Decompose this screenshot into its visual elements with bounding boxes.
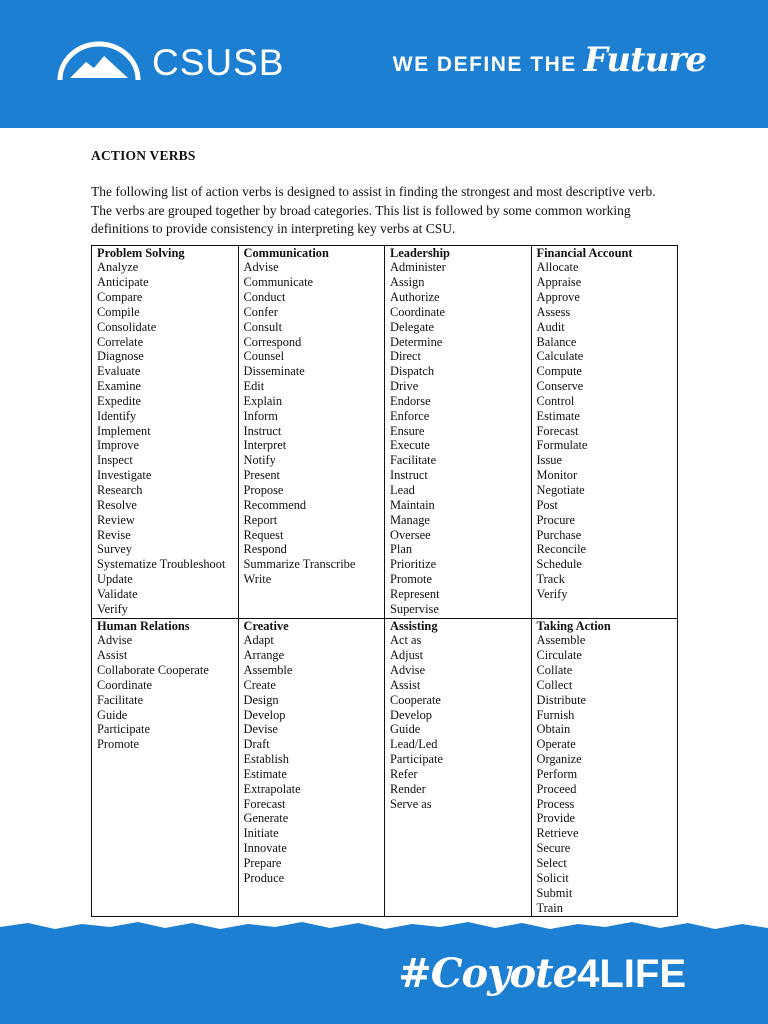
category-heading: Leadership [390, 245, 450, 260]
verb-item: Advise [390, 663, 426, 678]
category-cell [385, 245, 532, 618]
verb-item: Implement [97, 423, 151, 438]
category-heading: Creative [243, 618, 289, 633]
verb-item: Compute [536, 364, 582, 379]
category-cell [92, 245, 239, 618]
verb-item: Respond [243, 542, 287, 557]
verb-item: Improve [97, 438, 139, 453]
tagline-main: WE DEFINE THE [392, 53, 577, 76]
verb-item: Drive [390, 379, 419, 394]
category-cell [238, 618, 385, 916]
verb-item: Furnish [536, 707, 575, 722]
mountain-arch-icon [56, 40, 142, 84]
verb-item: Promote [97, 737, 139, 752]
verb-item: Submit [536, 885, 573, 900]
verb-item: Survey [97, 542, 133, 557]
verb-item: Cooperate [390, 692, 441, 707]
verb-item: Advise [97, 633, 133, 648]
verb-item: Approve [536, 290, 580, 305]
verb-item: Inspect [97, 453, 133, 468]
verb-item: Confer [243, 304, 278, 319]
verb-item: Report [243, 512, 278, 527]
verb-item: Revise [97, 527, 131, 542]
verb-item: Lead [390, 483, 415, 497]
verb-item: Communicate [243, 275, 314, 290]
verb-item: Act as [390, 633, 422, 648]
verb-item: Refer [390, 766, 418, 781]
verb-item: Calculate [536, 349, 584, 364]
category-heading: Communication [243, 245, 329, 260]
verb-item: Schedule [536, 557, 582, 572]
verb-item: Collate [536, 663, 573, 678]
verb-item: Identify [97, 408, 137, 423]
verb-item: Delegate [390, 319, 435, 334]
verb-item: Secure [536, 841, 571, 856]
verb-item: Adapt [243, 633, 274, 648]
hashtag-script: #Coyote [398, 950, 578, 997]
verb-item: Counsel [243, 349, 285, 364]
verb-item: Perform [536, 766, 578, 781]
category-heading: Problem Solving [97, 245, 185, 260]
verb-item: Update [97, 572, 133, 587]
verb-item: Correlate [97, 334, 144, 349]
verb-item: Circulate [536, 648, 582, 663]
verb-item: Represent [390, 586, 440, 601]
intro-paragraph: The following list of action verbs is designed to assist in finding the strongest and most descriptive verb. The verbs are grouped together by broad categories. This list is followed by some common working definitions to provide consistency in interpreting key verbs at CSU. [91, 184, 656, 236]
verb-item: Plan [390, 542, 413, 557]
verb-item: Post [536, 497, 558, 512]
verb-item: Provide [536, 811, 576, 826]
verb-item: Enforce [390, 408, 430, 423]
verb-item: Facilitate [97, 692, 144, 707]
verb-item: Procure [536, 512, 576, 527]
verb-item: Draft [243, 737, 270, 752]
verb-item: Authorize [390, 290, 440, 305]
verb-item: Expedite [97, 393, 142, 408]
verb-item: Formulate [536, 438, 588, 453]
verb-item: Instruct [243, 423, 282, 438]
category-cell [385, 618, 532, 916]
torn-edge-top [0, 110, 768, 136]
category-cell [531, 618, 678, 916]
verb-item: Consolidate [97, 319, 157, 334]
verb-item: Establish [243, 752, 289, 767]
verb-item: Collaborate Cooperate [97, 663, 209, 678]
verb-item: Assist [97, 648, 128, 663]
verb-item: Advise [243, 260, 279, 275]
verb-item: Assemble [243, 663, 293, 678]
verb-item: Train [536, 900, 563, 915]
verb-item: Balance [536, 334, 577, 349]
table-row [92, 618, 678, 916]
verb-item: Execute [390, 438, 430, 453]
verb-item: Explain [243, 393, 283, 408]
verb-item: Lead/Led [390, 737, 438, 752]
tagline-script: Future [583, 40, 706, 80]
verb-item: Compare [97, 290, 143, 305]
verb-item: Create [243, 677, 276, 692]
verb-item: Forecast [536, 423, 579, 438]
verb-item: Diagnose [97, 349, 144, 364]
verb-item: Ensure [390, 423, 425, 438]
verb-item: Present [243, 468, 280, 483]
verb-item: Retrieve [536, 826, 579, 841]
verb-item: Develop [243, 707, 286, 722]
verb-item: Anticipate [97, 275, 149, 290]
footer-hashtag [398, 950, 686, 997]
verb-item: Adjust [390, 648, 424, 663]
verb-item: Analyze [97, 260, 139, 275]
page-title: ACTION VERBS [91, 148, 196, 163]
verb-item: Forecast [243, 796, 286, 811]
verb-item: Design [243, 692, 279, 707]
verb-item: Collect [536, 677, 573, 692]
verb-item: Organize [536, 752, 582, 767]
verb-item: Verify [536, 586, 568, 601]
verb-item: Oversee [390, 527, 431, 542]
verb-item: Propose [243, 483, 284, 497]
verb-item: Instruct [390, 468, 428, 483]
verb-item: Monitor [536, 468, 578, 483]
verb-item: Arrange [243, 648, 285, 663]
verb-item: Examine [97, 379, 142, 394]
verb-item: Generate [243, 811, 289, 826]
verb-item: Estimate [243, 766, 287, 781]
category-heading: Human Relations [97, 618, 190, 633]
verb-item: Track [536, 572, 565, 587]
verb-item: Distribute [536, 692, 587, 707]
verb-item: Devise [243, 722, 278, 737]
verb-item: Produce [243, 870, 285, 885]
verb-item: Conduct [243, 290, 286, 305]
verb-item: Initiate [243, 826, 279, 841]
verb-item: Direct [390, 349, 421, 364]
verb-item: Inform [243, 408, 278, 423]
verb-item: Assign [390, 275, 425, 290]
verb-item: Process [536, 796, 575, 811]
verb-item: Investigate [97, 468, 152, 483]
verb-item: Assist [390, 677, 421, 692]
verb-item: Disseminate [243, 364, 305, 379]
verb-item: Compile [97, 304, 140, 319]
verb-item: Innovate [243, 841, 287, 856]
verb-item: Appraise [536, 275, 582, 290]
verb-item: Systematize Troubleshoot [97, 557, 226, 572]
category-heading: Financial Account [536, 245, 633, 260]
verb-item: Maintain [390, 497, 435, 512]
verb-item: Guide [97, 707, 128, 722]
verb-item: Guide [390, 722, 421, 737]
hashtag-bold: 4LIFE [577, 952, 686, 996]
verb-item: Operate [536, 737, 576, 752]
verb-item: Endorse [390, 393, 431, 408]
header-tagline [393, 40, 706, 80]
verb-item: Audit [536, 319, 565, 334]
verb-item: Develop [390, 707, 432, 722]
verb-item: Supervise [390, 601, 439, 616]
verb-item: Prepare [243, 856, 282, 870]
verb-item: Interpret [243, 438, 287, 453]
verb-item: Facilitate [390, 453, 437, 468]
category-heading: Assisting [390, 618, 438, 633]
verb-item: Evaluate [97, 364, 141, 379]
verb-item: Edit [243, 379, 265, 394]
verb-item: Consult [243, 319, 283, 334]
verb-item: Participate [97, 722, 150, 737]
verb-item: Prioritize [390, 557, 437, 572]
verb-item: Request [243, 527, 284, 542]
verb-item: Correspond [243, 334, 302, 349]
verb-item: Conserve [536, 379, 584, 394]
verb-item: Reconcile [536, 542, 587, 557]
table-row [92, 245, 678, 618]
verb-item: Validate [97, 586, 138, 601]
verb-item: Determine [390, 334, 443, 349]
action-verbs-table [91, 245, 678, 917]
verb-item: Recommend [243, 497, 307, 512]
verb-item: Coordinate [390, 304, 446, 319]
verb-item: Promote [390, 572, 432, 587]
verb-item: Review [97, 512, 135, 527]
verb-item: Manage [390, 512, 430, 527]
verb-item: Obtain [536, 722, 571, 737]
category-cell [238, 245, 385, 618]
csusb-logo [56, 40, 284, 84]
verb-item: Research [97, 483, 143, 497]
torn-edge-bottom [0, 916, 768, 942]
category-heading: Taking Action [536, 618, 611, 633]
logo-text: CSUSB [152, 41, 285, 83]
verb-item: Purchase [536, 527, 582, 542]
verb-item: Summarize Transcribe [243, 557, 356, 572]
verb-item: Dispatch [390, 364, 435, 379]
verb-item: Proceed [536, 781, 577, 796]
verb-item: Issue [536, 453, 562, 468]
verb-item: Assemble [536, 633, 586, 648]
verb-item: Administer [390, 260, 446, 275]
verb-item: Negotiate [536, 483, 585, 497]
verb-item: Select [536, 856, 567, 870]
verb-item: Render [390, 781, 426, 796]
category-cell [92, 618, 239, 916]
verb-item: Extrapolate [243, 781, 301, 796]
verb-item: Write [243, 572, 272, 587]
verb-item: Serve as [390, 796, 432, 811]
category-cell [531, 245, 678, 618]
verb-item: Control [536, 393, 575, 408]
verb-item: Allocate [536, 260, 579, 275]
verb-item: Solicit [536, 870, 569, 885]
verb-item: Coordinate [97, 677, 153, 692]
verb-item: Resolve [97, 497, 137, 512]
verb-item: Estimate [536, 408, 580, 423]
document-body [91, 148, 678, 917]
verb-item: Assess [536, 304, 571, 319]
verb-item: Verify [97, 601, 128, 616]
verb-item: Notify [243, 453, 276, 468]
verb-item: Participate [390, 752, 443, 767]
